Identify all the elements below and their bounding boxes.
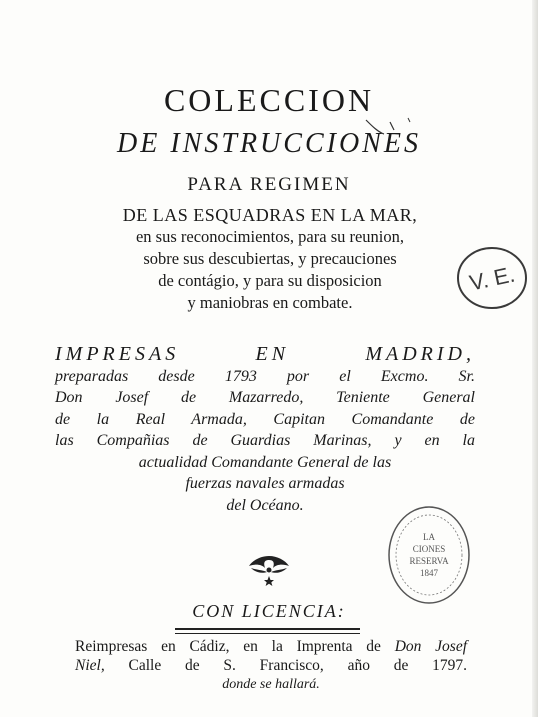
footer-line-3: donde se hallará. <box>222 677 320 692</box>
imprint-line-4: de la Real Armada, Capitan Comandante de <box>55 410 475 428</box>
library-stamp-round-icon <box>382 500 476 610</box>
description-line-1: DE LAS ESQUADRAS EN LA MAR, <box>122 205 418 225</box>
imprint-line-7: fuerzas navales armadas <box>185 475 345 492</box>
title-line-regimen: PARA REGIMEN <box>187 174 351 195</box>
imprint-block <box>55 344 475 516</box>
title-line-instrucciones: DE INSTRUCCIONES <box>117 128 421 159</box>
stamp-round-line-3: RESERVA <box>409 556 449 566</box>
imprint-heading: IMPRESAS EN MADRID, <box>55 343 475 365</box>
description-line-3: sobre sus descubiertas, y precauciones <box>143 249 397 268</box>
page-edge-shadow <box>532 0 538 717</box>
footer-line-1 <box>75 637 467 656</box>
stamp-round-line-1: LA <box>423 532 435 542</box>
double-rule-top <box>175 628 360 630</box>
printer-footer <box>75 637 467 694</box>
double-rule-bottom <box>175 633 360 634</box>
footer-line-2 <box>75 656 467 675</box>
footer-printer-name: Don Josef <box>394 638 468 655</box>
title-line-coleccion: COLECCION <box>163 82 375 118</box>
stamp-round-line-4: 1847 <box>420 568 438 578</box>
imprint-line-8: del Océano. <box>226 496 304 514</box>
library-stamp-oval-icon <box>452 238 532 318</box>
stamp-oval-text: V. E. <box>467 261 518 296</box>
description-line-2: en sus reconocimientos, para su reunion, <box>135 227 405 246</box>
footer-printer-surname: Niel, <box>75 657 105 674</box>
fleuron-ornament-icon <box>239 552 299 588</box>
imprint-line-5: las Compañias de Guardias Marinas, y en la <box>55 432 475 449</box>
licencia-line: CON LICENCIA: <box>192 601 346 621</box>
stamp-round-line-2: CIONES <box>412 544 446 554</box>
description-line-5: y maniobras en combate. <box>187 293 353 312</box>
footer-line-1-prefix: Reimpresas en Cádiz, en la Imprenta de <box>75 638 381 655</box>
description-line-4: de contágio, y para su disposicion <box>158 271 382 290</box>
description-block <box>60 204 480 314</box>
footer-line-2-rest: Calle de S. Francisco, año de 1797. <box>128 657 468 674</box>
imprint-line-2: preparadas desde 1793 por el Excmo. Sr. <box>55 367 475 385</box>
imprint-line-6: actualidad Comandante General de las <box>138 453 392 471</box>
imprint-line-3: Don Josef de Mazarredo, Teniente General <box>55 389 475 406</box>
